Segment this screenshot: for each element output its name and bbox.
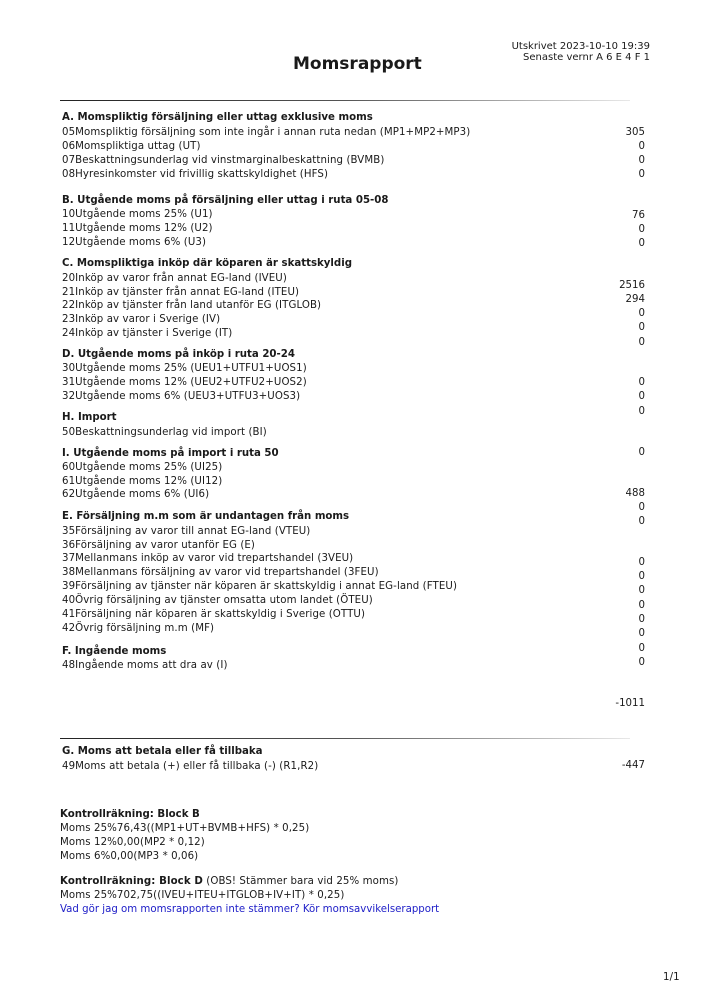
- row-11-label: 11Utgående moms 12% (U2): [62, 223, 213, 234]
- control-d-heading: Kontrollräkning: Block D: [60, 876, 203, 887]
- value-cell: 2516: [619, 280, 645, 291]
- control-d-heading-line: [60, 876, 398, 887]
- value-cell: 0: [638, 308, 645, 319]
- section-h-heading: H. Import: [62, 412, 117, 423]
- row-35-label: 35Försäljning av varor till annat EG-land (VTEU): [62, 526, 311, 537]
- row-38-label: 38Mellanmans försäljning av varor vid trepartshandel (3FEU): [62, 567, 379, 578]
- row-50-label: 50Beskattningsunderlag vid import (BI): [62, 427, 267, 438]
- row-36-label: 36Försäljning av varor utanför EG (E): [62, 540, 255, 551]
- page-number: 1/1: [663, 972, 680, 983]
- control-d-line-25: Moms 25%702,75((IVEU+ITEU+ITGLOB+IV+IT) * 0,25): [60, 890, 345, 901]
- value-cell: 0: [638, 571, 645, 582]
- value-cell: 488: [625, 488, 645, 499]
- row-60-label: 60Utgående moms 25% (UI25): [62, 462, 223, 473]
- control-d-note: (OBS! Stämmer bara vid 25% moms): [202, 876, 399, 887]
- value-cell: 0: [638, 155, 645, 166]
- value-cell: 0: [638, 391, 645, 402]
- row-23-label: 23Inköp av varor i Sverige (IV): [62, 314, 221, 325]
- row-10-label: 10Utgående moms 25% (U1): [62, 209, 213, 220]
- value-cell: 76: [632, 210, 645, 221]
- section-c-heading: C. Momspliktiga inköp där köparen är skattskyldig: [62, 258, 353, 269]
- value-cell: 0: [638, 585, 645, 596]
- row-62-label: 62Utgående moms 6% (UI6): [62, 489, 210, 500]
- control-b-heading: Kontrollräkning: Block B: [60, 809, 200, 820]
- value-cell: 305: [625, 127, 645, 138]
- row-07-label: 07Beskattningsunderlag vid vinstmarginalbeskattning (BVMB): [62, 155, 385, 166]
- row-41-label: 41Försäljning när köparen är skattskyldig i Sverige (OTTU): [62, 609, 366, 620]
- page-title: Momsrapport: [293, 54, 422, 74]
- section-d-heading: D. Utgående moms på inköp i ruta 20-24: [62, 349, 295, 360]
- control-b-line-6: Moms 6%0,00(MP3 * 0,06): [60, 851, 199, 862]
- row-24-label: 24Inköp av tjänster i Sverige (IT): [62, 328, 233, 339]
- row-08-label: 08Hyresinkomster vid frivillig skattskyldighet (HFS): [62, 169, 329, 180]
- section-a-heading: A. Momspliktig försäljning eller uttag exklusive moms: [62, 112, 373, 123]
- row-39-label: 39Försäljning av tjänster när köparen är skattskyldig i annat EG-land (FTEU): [62, 581, 458, 592]
- row-20-label: 20Inköp av varor från annat EG-land (IVEU): [62, 273, 287, 284]
- row-31-label: 31Utgående moms 12% (UEU2+UTFU2+UOS2): [62, 377, 307, 388]
- section-g-heading: G. Moms att betala eller få tillbaka: [62, 746, 263, 757]
- control-b-line-25: Moms 25%76,43((MP1+UT+BVMB+HFS) * 0,25): [60, 823, 310, 834]
- row-61-label: 61Utgående moms 12% (UI12): [62, 476, 223, 487]
- row-12-label: 12Utgående moms 6% (U3): [62, 237, 207, 248]
- value-cell: 0: [638, 557, 645, 568]
- value-cell: -447: [621, 760, 645, 771]
- value-cell: -1011: [615, 698, 645, 709]
- value-cell: 0: [638, 322, 645, 333]
- deviation-report-link[interactable]: Vad gör jag om momsrapporten inte stämmer? Kör momsavvikelserapport: [60, 904, 440, 915]
- divider-bottom: [60, 738, 630, 739]
- section-b-heading: B. Utgående moms på försäljning eller uttag i ruta 05-08: [62, 195, 389, 206]
- row-42-label: 42Övrig försäljning m.m (MF): [62, 623, 215, 634]
- row-40-label: 40Övrig försäljning av tjänster omsatta utom landet (ÖTEU): [62, 595, 373, 606]
- row-21-label: 21Inköp av tjänster från annat EG-land (ITEU): [62, 287, 300, 298]
- control-b-line-12: Moms 12%0,00(MP2 * 0,12): [60, 837, 205, 848]
- value-cell: 294: [625, 294, 645, 305]
- value-cell: 0: [638, 502, 645, 513]
- value-cell: 0: [638, 614, 645, 625]
- value-cell: 0: [638, 628, 645, 639]
- value-cell: 0: [638, 657, 645, 668]
- value-cell: 0: [638, 516, 645, 527]
- value-cell: 0: [638, 337, 645, 348]
- section-f-heading: F. Ingående moms: [62, 646, 167, 657]
- value-cell: 0: [638, 600, 645, 611]
- value-cell: 0: [638, 141, 645, 152]
- row-30-label: 30Utgående moms 25% (UEU1+UTFU1+UOS1): [62, 363, 307, 374]
- row-22-label: 22Inköp av tjänster från land utanför EG (ITGLOB): [62, 300, 322, 311]
- divider-top: [60, 100, 630, 101]
- row-37-label: 37Mellanmans inköp av varor vid trepartshandel (3VEU): [62, 553, 354, 564]
- value-cell: 0: [638, 406, 645, 417]
- row-32-label: 32Utgående moms 6% (UEU3+UTFU3+UOS3): [62, 391, 301, 402]
- printed-date: Utskrivet 2023-10-10 19:39: [511, 41, 650, 52]
- row-48-label: 48Ingående moms att dra av (I): [62, 660, 228, 671]
- section-e-heading: E. Försäljning m.m som är undantagen från moms: [62, 511, 350, 522]
- value-cell: 0: [638, 224, 645, 235]
- section-i-heading: I. Utgående moms på import i ruta 50: [62, 448, 279, 459]
- value-cell: 0: [638, 238, 645, 249]
- value-cell: 0: [638, 377, 645, 388]
- row-49-label: 49Moms att betala (+) eller få tillbaka (-) (R1,R2): [62, 761, 319, 772]
- latest-voucher: Senaste vernr A 6 E 4 F 1: [523, 52, 650, 63]
- value-cell: 0: [638, 169, 645, 180]
- row-05-label: 05Momspliktig försäljning som inte ingår i annan ruta nedan (MP1+MP2+MP3): [62, 127, 471, 138]
- value-cell: 0: [638, 643, 645, 654]
- value-cell: 0: [638, 447, 645, 458]
- row-06-label: 06Momspliktiga uttag (UT): [62, 141, 201, 152]
